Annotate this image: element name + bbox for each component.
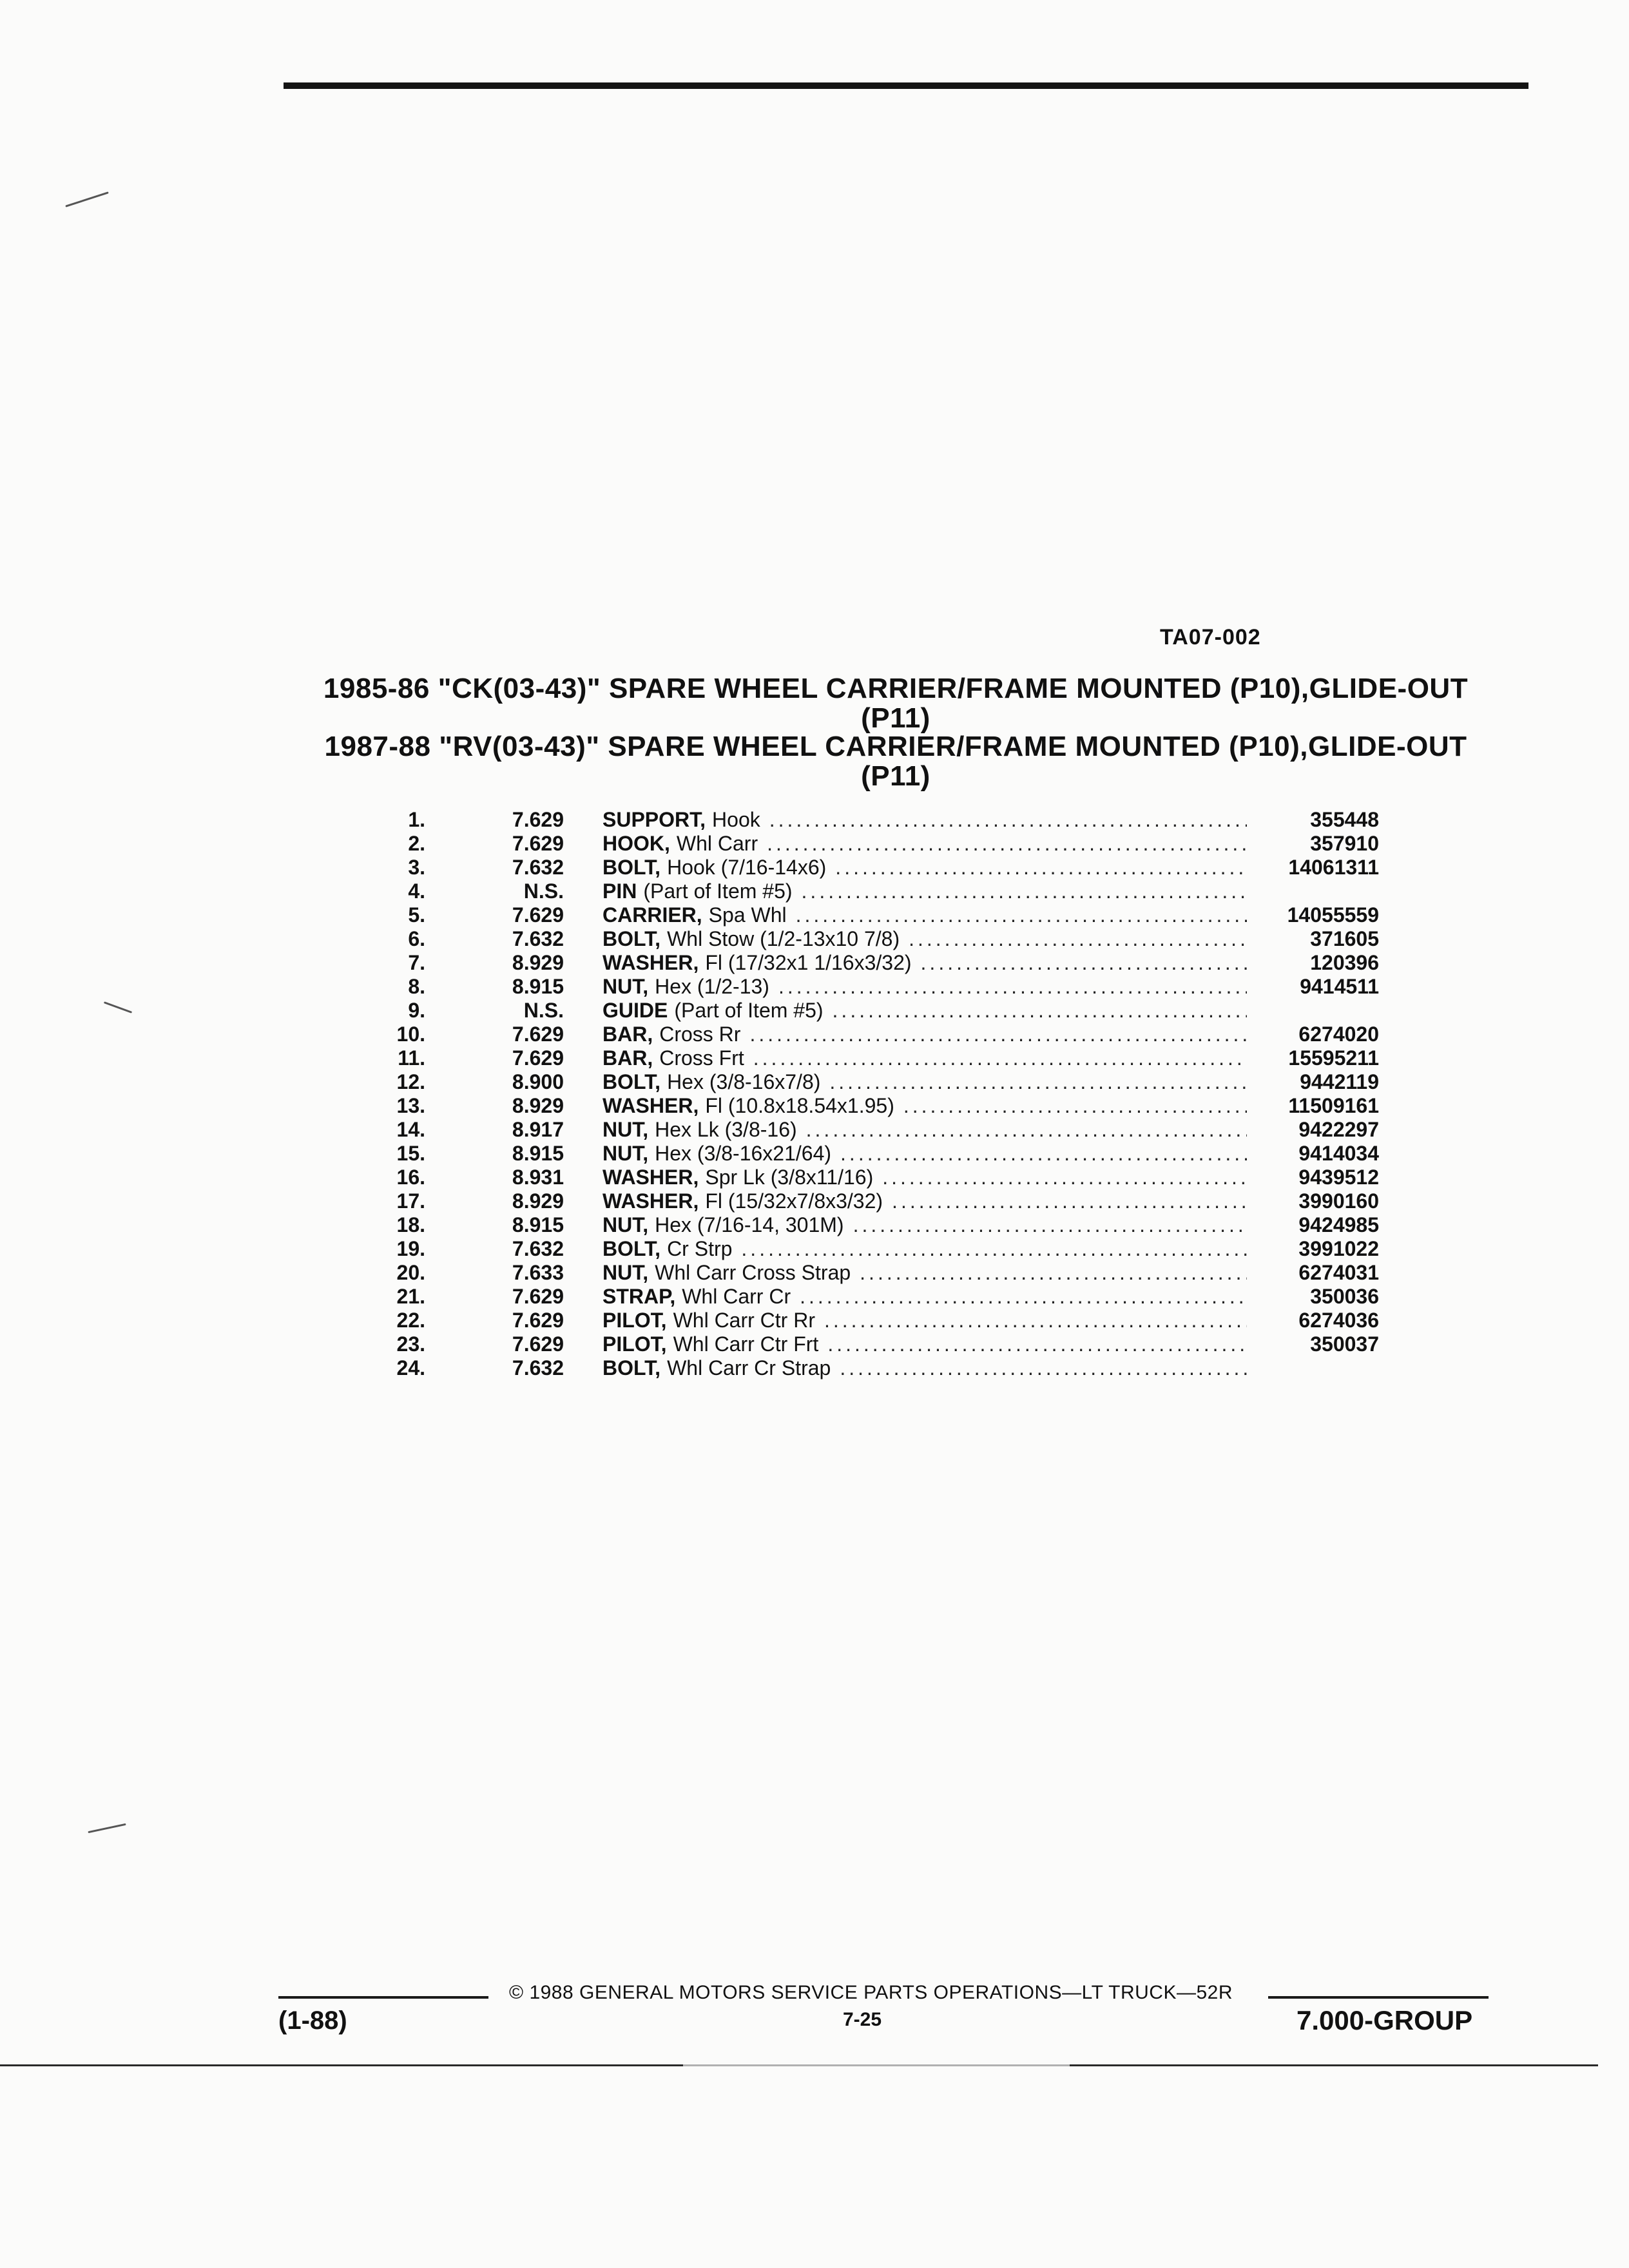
section-title-1987-88 (296, 732, 1495, 791)
item-number: 3. (408, 856, 425, 879)
part-description (602, 927, 1247, 951)
dot-leader (860, 1261, 1247, 1285)
part-qualifier: Hex (3/8-16x7/8) (667, 1070, 821, 1093)
part-qualifier: Cr Strp (667, 1237, 733, 1260)
part-description (602, 808, 1247, 832)
group-code: 7.000-GROUP (1296, 2005, 1473, 2035)
scan-speck (88, 1823, 126, 1833)
revision-date: (1-88) (278, 2006, 347, 2035)
group-number: 7.629 (512, 1309, 564, 1332)
part-description (602, 879, 1247, 903)
group-number: 8.915 (512, 1142, 564, 1165)
part-name: NUT, (602, 1118, 649, 1141)
part-description (602, 1261, 1247, 1285)
dot-leader (802, 879, 1247, 903)
scan-speck (104, 1001, 132, 1014)
part-number: 120396 (1310, 951, 1379, 974)
item-number: 19. (396, 1237, 425, 1260)
part-number: 9424985 (1298, 1213, 1379, 1236)
part-name: BOLT, (602, 1356, 661, 1379)
part-description (602, 951, 1247, 975)
part-number: 15595211 (1288, 1046, 1379, 1070)
top-rule (284, 82, 1528, 89)
part-name: SUPPORT, (602, 808, 706, 831)
part-number: 355448 (1310, 808, 1379, 831)
parts-row (361, 1213, 1379, 1237)
parts-row (361, 879, 1379, 903)
part-description (602, 1142, 1247, 1166)
dot-leader (840, 1356, 1247, 1380)
copyright-notice: © 1988 GENERAL MOTORS SERVICE PARTS OPERATIONS—LT TRUCK—52R (509, 1982, 1233, 2003)
group-number: 8.900 (512, 1070, 564, 1093)
item-number: 5. (408, 903, 425, 927)
part-name: BAR, (602, 1046, 653, 1070)
dot-leader (806, 1118, 1247, 1142)
group-number: 7.629 (512, 1285, 564, 1308)
title-line: (P11) (861, 702, 930, 734)
part-description (602, 1189, 1247, 1213)
group-number: 7.632 (512, 1356, 564, 1379)
dot-leader (853, 1213, 1247, 1237)
part-description (602, 856, 1247, 879)
part-qualifier: Fl (17/32x1 1/16x3/32) (705, 951, 912, 974)
part-name: BOLT, (602, 1070, 661, 1093)
part-number: 9414511 (1300, 975, 1379, 998)
group-number: N.S. (523, 879, 564, 903)
parts-row (361, 856, 1379, 879)
part-name: BAR, (602, 1023, 653, 1046)
group-number: 7.629 (512, 832, 564, 855)
item-number: 23. (396, 1332, 425, 1356)
part-description (602, 975, 1247, 999)
part-number: 3991022 (1298, 1237, 1379, 1260)
dot-leader (769, 808, 1247, 832)
dot-leader (840, 1142, 1247, 1166)
part-qualifier: Spa Whl (708, 903, 787, 927)
part-description (602, 1118, 1247, 1142)
item-number: 17. (396, 1189, 425, 1213)
part-number: 14061311 (1288, 856, 1379, 879)
part-name: PIN (602, 879, 637, 903)
part-name: PILOT, (602, 1332, 667, 1356)
item-number: 13. (396, 1094, 425, 1117)
group-number: 8.929 (512, 1094, 564, 1117)
part-qualifier: Whl Carr Ctr Frt (673, 1332, 819, 1356)
group-number: 8.929 (512, 1189, 564, 1213)
part-qualifier: Hex (3/8-16x21/64) (655, 1142, 832, 1165)
item-number: 12. (396, 1070, 425, 1093)
part-description (602, 1285, 1247, 1309)
part-description (602, 903, 1247, 927)
part-name: WASHER, (602, 1166, 699, 1189)
title-line: 1985-86 "CK(03-43)" SPARE WHEEL CARRIER/FRAME MOUNTED (P10),GLIDE-OUT (323, 673, 1469, 704)
part-qualifier: Hex Lk (3/8-16) (655, 1118, 797, 1141)
item-number: 1. (408, 808, 425, 831)
item-number: 22. (396, 1309, 425, 1332)
parts-row (361, 1118, 1379, 1142)
dot-leader (753, 1046, 1247, 1070)
part-name: WASHER, (602, 1094, 699, 1117)
dot-leader (741, 1237, 1247, 1261)
group-number: 8.917 (512, 1118, 564, 1141)
item-number: 9. (408, 999, 425, 1022)
part-qualifier: Whl Stow (1/2-13x10 7/8) (667, 927, 900, 950)
part-number: 11509161 (1288, 1094, 1379, 1117)
part-name: PILOT, (602, 1309, 667, 1332)
scan-speck (65, 191, 109, 207)
group-number: 7.629 (512, 1332, 564, 1356)
dot-leader (827, 1332, 1247, 1356)
part-name: WASHER, (602, 951, 699, 974)
part-qualifier: Hex (1/2-13) (655, 975, 769, 998)
dot-leader (892, 1189, 1247, 1213)
item-number: 18. (396, 1213, 425, 1236)
parts-row (361, 1142, 1379, 1166)
item-number: 8. (408, 975, 425, 998)
section-title-1985-86 (296, 674, 1495, 733)
dot-leader (835, 856, 1247, 879)
title-line: 1987-88 "RV(03-43)" SPARE WHEEL CARRIER/FRAME MOUNTED (P10),GLIDE-OUT (324, 731, 1467, 762)
item-number: 24. (396, 1356, 425, 1379)
item-number: 4. (408, 879, 425, 903)
parts-row (361, 1023, 1379, 1046)
parts-row (361, 1261, 1379, 1285)
part-number: 350036 (1310, 1285, 1379, 1308)
dot-leader (796, 903, 1247, 927)
group-number: 7.629 (512, 1046, 564, 1070)
part-description (602, 1213, 1247, 1237)
part-description (602, 1166, 1247, 1189)
parts-row (361, 927, 1379, 951)
item-number: 6. (408, 927, 425, 950)
parts-row (361, 903, 1379, 927)
figure-code: TA07-002 (1160, 625, 1261, 649)
part-name: NUT, (602, 975, 649, 998)
item-number: 14. (396, 1118, 425, 1141)
part-description (602, 1237, 1247, 1261)
part-name: NUT, (602, 1213, 649, 1236)
parts-row (361, 1237, 1379, 1261)
group-number: 7.632 (512, 856, 564, 879)
part-qualifier: Cross Frt (659, 1046, 744, 1070)
item-number: 2. (408, 832, 425, 855)
item-number: 20. (396, 1261, 425, 1284)
part-number: 9439512 (1298, 1166, 1379, 1189)
group-number: 8.915 (512, 1213, 564, 1236)
part-qualifier: Fl (15/32x7/8x3/32) (705, 1189, 883, 1213)
dot-leader (767, 832, 1247, 856)
part-name: HOOK, (602, 832, 670, 855)
part-qualifier: Whl Carr Cr Strap (667, 1356, 831, 1379)
part-qualifier: Fl (10.8x18.54x1.95) (705, 1094, 894, 1117)
group-number: 8.915 (512, 975, 564, 998)
part-qualifier: Cross Rr (659, 1023, 741, 1046)
item-number: 11. (398, 1046, 425, 1070)
parts-row (361, 1070, 1379, 1094)
parts-row (361, 951, 1379, 975)
group-number: 8.929 (512, 951, 564, 974)
parts-row (361, 1046, 1379, 1070)
dot-leader (903, 1094, 1247, 1118)
parts-row (361, 1094, 1379, 1118)
dot-leader (921, 951, 1247, 975)
dot-leader (824, 1309, 1247, 1332)
parts-row (361, 808, 1379, 832)
group-number: 8.931 (512, 1166, 564, 1189)
title-line: (P11) (861, 760, 930, 792)
dot-leader (909, 927, 1247, 951)
group-number: 7.632 (512, 927, 564, 950)
part-qualifier: Hex (7/16-14, 301M) (655, 1213, 844, 1236)
group-number: 7.629 (512, 903, 564, 927)
dot-leader (778, 975, 1247, 999)
part-number: 9414034 (1298, 1142, 1379, 1165)
part-number: 6274036 (1298, 1309, 1379, 1332)
part-name: NUT, (602, 1261, 649, 1284)
item-number: 21. (396, 1285, 425, 1308)
dot-leader (829, 1070, 1247, 1094)
parts-row (361, 975, 1379, 999)
part-qualifier: Hook (712, 808, 760, 831)
parts-row (361, 1309, 1379, 1332)
part-name: BOLT, (602, 1237, 661, 1260)
parts-row (361, 1356, 1379, 1380)
parts-row (361, 1285, 1379, 1309)
part-number: 350037 (1310, 1332, 1379, 1356)
item-number: 15. (396, 1142, 425, 1165)
group-number: N.S. (523, 999, 564, 1022)
part-description (602, 1023, 1247, 1046)
part-number: 6274020 (1298, 1023, 1379, 1046)
part-description (602, 1356, 1247, 1380)
dot-leader (749, 1023, 1247, 1046)
part-number: 6274031 (1298, 1261, 1379, 1284)
part-qualifier: Whl Carr (676, 832, 758, 855)
part-description (602, 832, 1247, 856)
part-name: STRAP, (602, 1285, 676, 1308)
part-qualifier: Spr Lk (3/8x11/16) (705, 1166, 874, 1189)
part-description (602, 1094, 1247, 1118)
part-qualifier: Hook (7/16-14x6) (667, 856, 827, 879)
group-number: 7.629 (512, 1023, 564, 1046)
bottom-rule (0, 2064, 1598, 2066)
dot-leader (833, 999, 1247, 1023)
part-description (602, 1309, 1247, 1332)
part-name: WASHER, (602, 1189, 699, 1213)
part-name: CARRIER, (602, 903, 702, 927)
part-description (602, 1332, 1247, 1356)
dot-leader (800, 1285, 1247, 1309)
group-number: 7.632 (512, 1237, 564, 1260)
group-number: 7.633 (512, 1261, 564, 1284)
part-number: 9442119 (1300, 1070, 1379, 1093)
parts-row (361, 1189, 1379, 1213)
item-number: 7. (408, 951, 425, 974)
part-qualifier: Whl Carr Cross Strap (655, 1261, 851, 1284)
parts-row (361, 1332, 1379, 1356)
parts-row (361, 832, 1379, 856)
item-number: 16. (396, 1166, 425, 1189)
parts-row (361, 1166, 1379, 1189)
page-number: 7-25 (843, 2009, 882, 2030)
parts-list (361, 808, 1379, 1380)
part-number: 357910 (1310, 832, 1379, 855)
part-number: 3990160 (1298, 1189, 1379, 1213)
part-qualifier: Whl Carr Cr (682, 1285, 791, 1308)
part-qualifier: (Part of Item #5) (643, 879, 793, 903)
footer-rule-left (278, 1996, 488, 1999)
part-description (602, 999, 1247, 1023)
part-number: 9422297 (1298, 1118, 1379, 1141)
dot-leader (882, 1166, 1247, 1189)
group-number: 7.629 (512, 808, 564, 831)
part-name: NUT, (602, 1142, 649, 1165)
part-name: GUIDE (602, 999, 668, 1022)
part-qualifier: (Part of Item #5) (674, 999, 824, 1022)
part-number: 14055559 (1287, 903, 1379, 927)
footer-rule-right (1268, 1996, 1489, 1999)
part-name: BOLT, (602, 856, 661, 879)
parts-row (361, 999, 1379, 1023)
item-number: 10. (396, 1023, 425, 1046)
part-description (602, 1070, 1247, 1094)
part-name: BOLT, (602, 927, 661, 950)
part-qualifier: Whl Carr Ctr Rr (673, 1309, 815, 1332)
part-description (602, 1046, 1247, 1070)
part-number: 371605 (1310, 927, 1379, 950)
